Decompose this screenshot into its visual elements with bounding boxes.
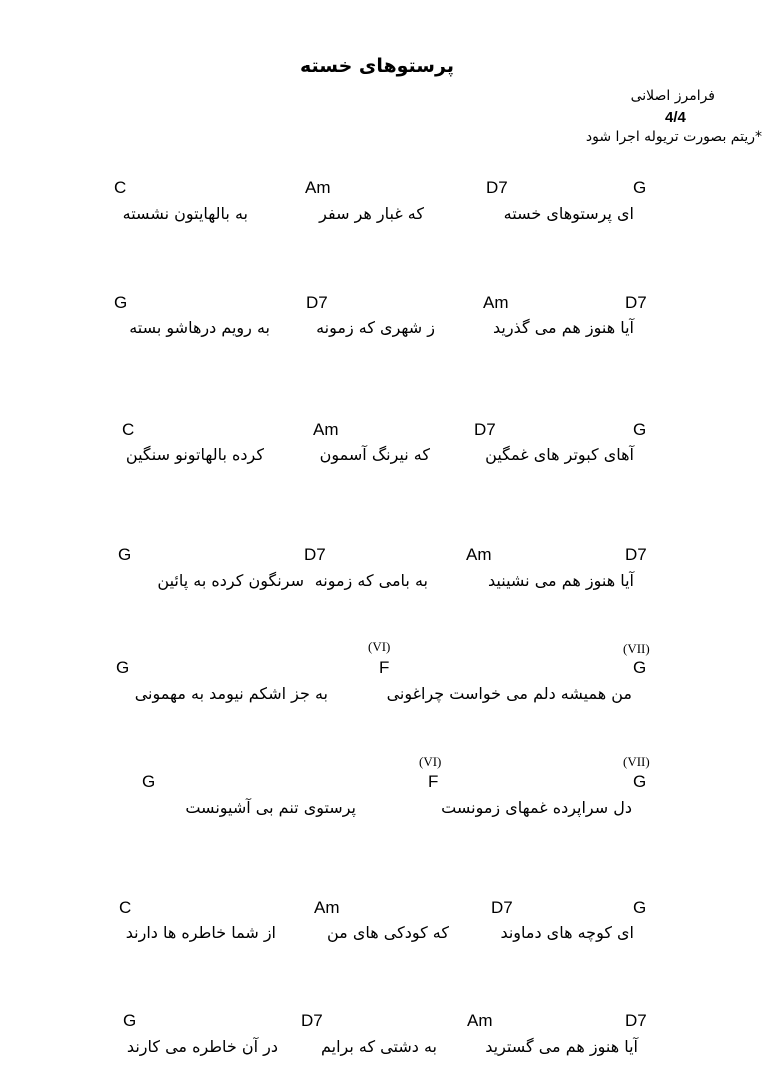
lyric-phrase: از شما خاطره ها دارند [125,923,276,942]
chord: D7 [486,178,508,197]
chord: G [633,898,647,917]
chord: G [142,772,156,791]
lyric-phrase: در آن خاطره می کارند [126,1037,278,1056]
lyric-phrase: به جز اشکم نیومد به مهمونی [134,684,328,703]
chord: Am [467,1011,493,1030]
chord: Am [314,898,340,917]
chord: D7 [306,293,328,312]
chord: F [428,772,439,791]
chord: D7 [625,545,647,564]
lyric-phrase: آیا هنوز هم می گسترید [485,1037,638,1056]
lyric-phrase: که کودکی های من [327,923,449,942]
lyric-phrase: آیا هنوز هم می نشینید [488,571,634,590]
composer-name: فرامرز اصلانی [630,88,715,104]
lyric-phrase: پرستوی تنم بی آشیونست [185,798,356,817]
lyric-phrase: من همیشه دلم می خواست چراغونی [386,684,632,703]
roman-numeral: (VI) [368,639,391,654]
chord: D7 [625,1011,647,1030]
chord: G [114,293,128,312]
lyric-phrase: که غبار هر سفر [319,204,424,223]
roman-numeral: (VII) [623,641,650,656]
lyric-phrase: به رویم درهاشو بسته [129,318,270,337]
chord: G [116,658,130,677]
chord: D7 [301,1011,323,1030]
lyric-phrase: ز شهری که زمونه [316,318,435,337]
lyric-phrase: آهای کبوتر های غمگین [485,445,634,464]
rhythm-note: *ریتم بصورت تریوله اجرا شود [585,129,762,145]
chord: Am [305,178,331,197]
chord: G [633,420,647,439]
song-title: پرستوهای خسته [300,55,454,77]
lyric-phrase: دل سراپرده غمهای زمونست [441,798,632,817]
lyric-phrase: آیا هنوز هم می گذرید [493,318,634,337]
chord: Am [313,420,339,439]
chord: G [118,545,132,564]
chord: G [123,1011,137,1030]
roman-numeral: (VII) [623,754,650,769]
chord: C [119,898,132,917]
chord: C [114,178,127,197]
chord: F [379,658,390,677]
chord: C [122,420,135,439]
lyric-phrase: به بالهایتون نشسته [122,204,248,223]
lyric-phrase: ای پرستوهای خسته [503,204,634,223]
chord: Am [483,293,509,312]
roman-numeral: (VI) [419,754,442,769]
lyric-phrase: ای کوچه های دماوند [500,923,634,942]
lyric-phrase: کرده بالهاتونو سنگین [125,445,264,464]
chord: Am [466,545,492,564]
chord: D7 [625,293,647,312]
chord: G [633,178,647,197]
lyric-phrase: به دشتی که برایم [320,1037,437,1056]
lyric-phrase: که نیرنگ آسمون [319,445,430,464]
time-signature: 4/4 [665,109,686,126]
chord: D7 [304,545,326,564]
chord: D7 [474,420,496,439]
chord: G [633,658,647,677]
chord: D7 [491,898,513,917]
lyric-phrase: سرنگون کرده به پائین [157,571,304,590]
lyric-phrase: به بامی که زمونه [314,571,428,590]
chord: G [633,772,647,791]
